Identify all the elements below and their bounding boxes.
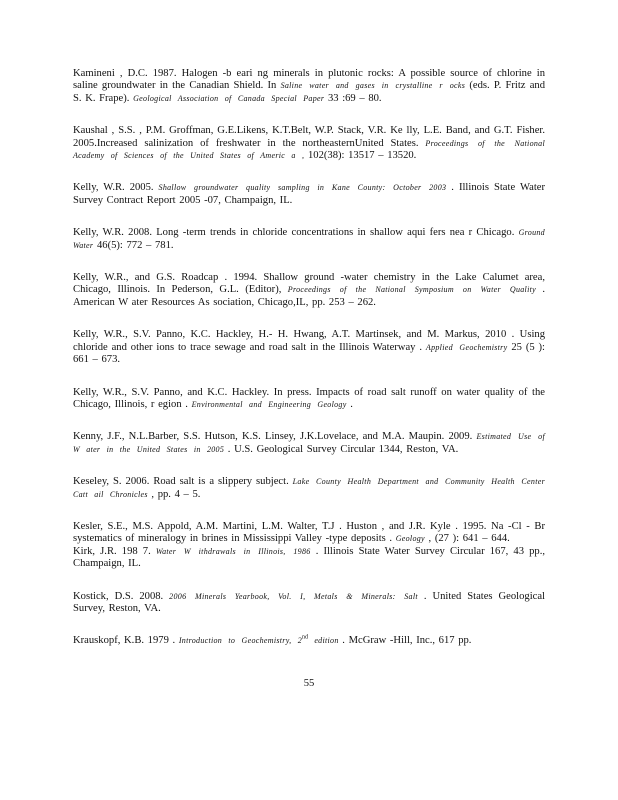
reference-text: Kenny, J.F., N.L.Barber, S.S. Hutson, K.S. Linsey, J.K.Lovelace, and M.A. Maupin. 2009. [73,431,477,443]
reference-entry [73,635,545,647]
reference-text: Kelly, W.R. 2005. [73,182,159,194]
reference-italic-text: Estimated Use of W ater in the United States in 2005 [73,432,545,454]
reference-italic-text: Shallow groundwater quality sampling in Kane County: October 2003 [158,183,447,193]
reference-text: 33 :69 – 80. [324,92,382,104]
reference-text: . United States Geological Survey, Reston, VA. [73,590,545,614]
reference-entry [73,227,545,252]
reference-entry [73,431,545,456]
reference-text: Kelly, W.R., S.V. Panno, and K.C. Hackley. In press. Impacts of road salt runoff on water quality of the Chicago, Illinois, r egion . [73,386,545,410]
reference-text: Kostick, D.S. 2008. [73,590,170,602]
reference-text: , pp. 4 – 5. [147,488,201,500]
reference-text: Kelly, W.R., and G.S. Roadcap . 1994. Shallow ground -water chemistry in the Lake Calumet area, Chicago, Illinois. In Pederson, G.L. (Editor), [73,272,545,296]
reference-italic-text: Saline water and gases in crystalline r ocks [280,81,466,91]
reference-text: . American W ater Resources As sociation, Chicago,IL, pp. 253 – 262. [73,284,546,308]
reference-entry [73,476,545,501]
reference-italic-text: Introduction to Geochemistry, 2 [178,636,303,646]
reference-text: Kirk, J.R. 198 7. [73,545,156,557]
reference-text: , (27 ): 641 – 644. [424,533,510,545]
reference-italic-text: Applied Geochemistry [425,342,508,352]
reference-text: 102(38): 13517 – 13520. [304,150,417,162]
reference-text: . U.S. Geological Survey Circular 1344, Reston, VA. [224,443,459,455]
reference-italic-text: Ground Water [73,228,545,250]
reference-entry [73,182,545,207]
reference-text: . McGraw -Hill, Inc., 617 pp. [338,635,472,647]
reference-text: 25 (5 ): 661 – 673. [73,341,546,366]
reference-list [73,68,545,668]
reference-entry [73,521,545,546]
reference-italic-text: Proceedings of the National Academy of Sciences of the United States of Americ a , [73,138,546,161]
reference-text: Krauskopf, K.B. 1979 . [73,635,179,647]
reference-italic-text: Geology [395,534,425,544]
reference-italic-text: Proceedings of the National Symposium on Water Quality [287,285,536,295]
page-number: 55 [303,678,315,689]
reference-entry [73,272,545,309]
reference-italic-text: Water W ithdrawals in Illinois, 1986 [155,546,311,556]
reference-text: 46(5): 772 – 781. [93,239,174,251]
reference-text: Kelly, W.R., S.V. Panno, K.C. Hackley, H.- H. Hwang, A.T. Martinsek, and M. Markus, 2010 . Using chloride and other ions to trace sewage and road salt in the Illinois Waterway . [73,329,545,353]
reference-superscript: nd [302,634,309,641]
reference-text: Kamineni , D.C. 1987. Halogen -b eari ng minerals in plutonic rocks: A possible source of chlorine in saline groundwater in the Canadian Shield. In [73,68,545,92]
reference-entry [73,387,545,412]
reference-entry [73,546,545,571]
reference-text: . Illinois State Water Survey Circular 167, 43 pp., Champaign, IL. [73,545,546,570]
reference-italic-text: Geological Association of Canada Special Paper [133,93,325,103]
reference-italic-text: edition [308,636,339,646]
reference-entry [73,68,545,105]
reference-text: (eds. P. Fritz and S. K. Frape). [73,80,545,104]
reference-italic-text: 2006 Minerals Yearbook, Vol. I, Metals & Minerals: Salt [169,591,418,601]
reference-entry [73,125,545,162]
reference-text: Kelly, W.R. 2008. Long -term trends in chloride concentrations in shallow aqui fers nea r Chicago. [73,227,519,239]
reference-text: . Illinois State Water Survey Contract Report 2005 -07, Champaign, IL. [73,182,545,206]
reference-text: Kesler, S.E., M.S. Appold, A.M. Martini, L.M. Walter, T.J . Huston , and J.R. Kyle . 1995. Na -Cl - Br systematics of mineralogy in brines in Mississippi Valley -type deposits . [73,520,545,545]
reference-entry [73,591,545,616]
reference-text: . [346,398,353,410]
reference-italic-text: Environmental and Engineering Geology [191,399,347,409]
reference-text: Kaushal , S.S. , P.M. Groffman, G.E.Likens, K.T.Belt, W.P. Stack, V.R. Ke lly, L.E. Band, and G.T. Fisher. 2005.Increased salinization of freshwater in the northeasternUnited States. [73,125,545,149]
reference-text: Keseley, S. 2006. Road salt is a slippery subject. [73,476,293,488]
reference-italic-text: Lake County Health Department and Community Health Center Catt ail Chronicles [73,477,545,499]
reference-entry [73,329,545,366]
